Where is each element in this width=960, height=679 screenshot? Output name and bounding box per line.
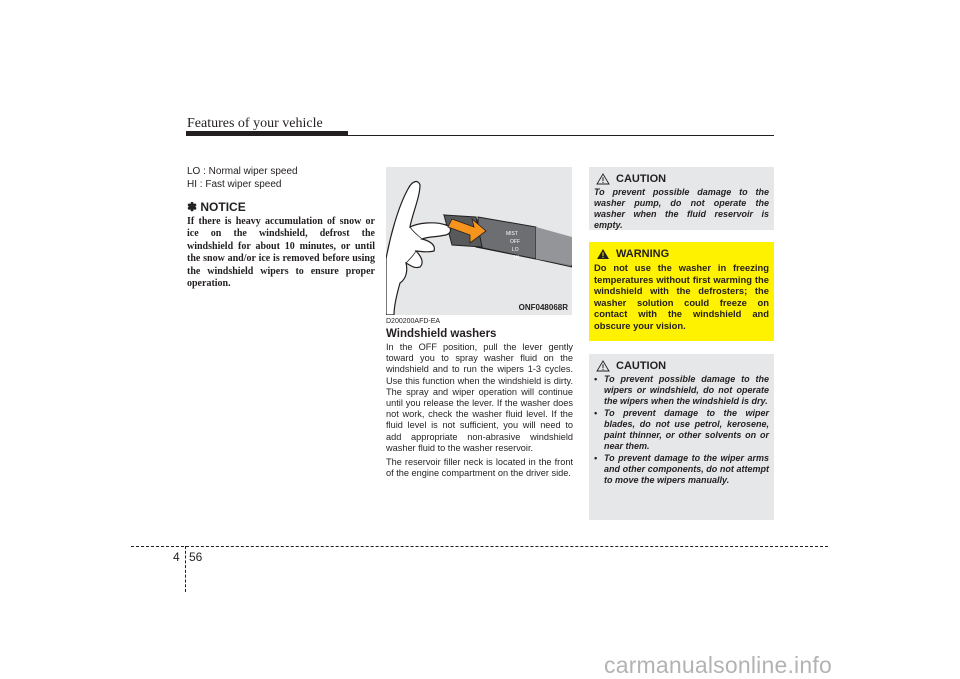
lever-mark-hi: HI — [514, 255, 519, 261]
list-item: • To prevent possible damage to the wipers or windshield, do not operate the wipers when the windshield is dry. — [594, 374, 769, 406]
section-paragraph-2: The reservoir filler neck is located in the front of the engine compartment on the driver side. — [386, 457, 573, 479]
notice-body: If there is heavy accumulation of snow or ice on the windshield, defrost the windshield for about 10 minutes, or until the snow and/or ice is removed before using the windshield wipers to ensure proper operation. — [187, 216, 375, 290]
caution-title: CAUTION — [616, 360, 667, 372]
lo-speed-line: LO : Normal wiper speed — [187, 166, 298, 177]
caution-text: To prevent possible damage to the washer pump, do not operate the washer when the fluid reservoir is empty. — [594, 187, 769, 230]
header-rule — [186, 135, 774, 136]
warning-text: Do not use the washer in freezing temperatures without first warming the windshield with the defrosters; the washer solution could freeze on contact with the windshield and obscure your vision. — [594, 262, 769, 331]
figure-code: ONF048068R — [518, 303, 568, 312]
list-item: • To prevent damage to the wiper blades, do not use petrol, kerosene, paint thinner, or other solvents on or near them. — [594, 408, 769, 451]
warning-triangle-icon — [596, 248, 610, 260]
warning-box-freezing — [589, 242, 774, 341]
windshield-washers-section — [386, 318, 573, 482]
hand-pulling-lever-image — [386, 167, 572, 315]
caution-box-wipers — [589, 354, 774, 520]
page-number: 56 — [189, 550, 203, 564]
lever-mark-off: OFF — [510, 239, 520, 245]
list-item: • To prevent damage to the wiper arms and other components, do not attempt to move the wipers manually. — [594, 453, 769, 485]
wiper-lever-illustration — [386, 167, 572, 315]
caution-title: CAUTION — [616, 173, 667, 185]
lever-mark-lo: LO — [512, 247, 519, 253]
footer-rule — [131, 546, 828, 547]
lever-mark-mist: MIST — [506, 231, 518, 237]
section-paragraph-1: In the OFF position, pull the lever gently toward you to spray washer fluid on the windshield and to run the wipers 1-3 cycles. Use this function when the windshield is dirty. The spray and wiper operation will continue until you release the lever. If the washer does not work, check the washer fluid level. If the fluid level is not sufficient, you will need to add appropriate non-abrasive windshield washer fluid to the washer reservoir. — [386, 342, 573, 453]
warning-title: WARNING — [616, 248, 670, 260]
caution-triangle-icon — [596, 173, 610, 185]
caution-list — [594, 374, 769, 486]
hi-speed-line: HI : Fast wiper speed — [187, 179, 282, 190]
section-code: D200200AFD-EA — [386, 318, 441, 325]
section-title: Windshield washers — [386, 328, 497, 340]
notice-title: ✽ NOTICE — [187, 200, 246, 214]
footer-divider — [185, 546, 186, 592]
watermark: carmanualsonline.info — [604, 652, 832, 678]
page-header-title: Features of your vehicle — [187, 116, 323, 131]
caution-box-washer-pump — [589, 167, 774, 230]
chapter-number: 4 — [173, 550, 180, 564]
caution-triangle-icon — [596, 360, 610, 372]
left-column — [187, 165, 375, 290]
